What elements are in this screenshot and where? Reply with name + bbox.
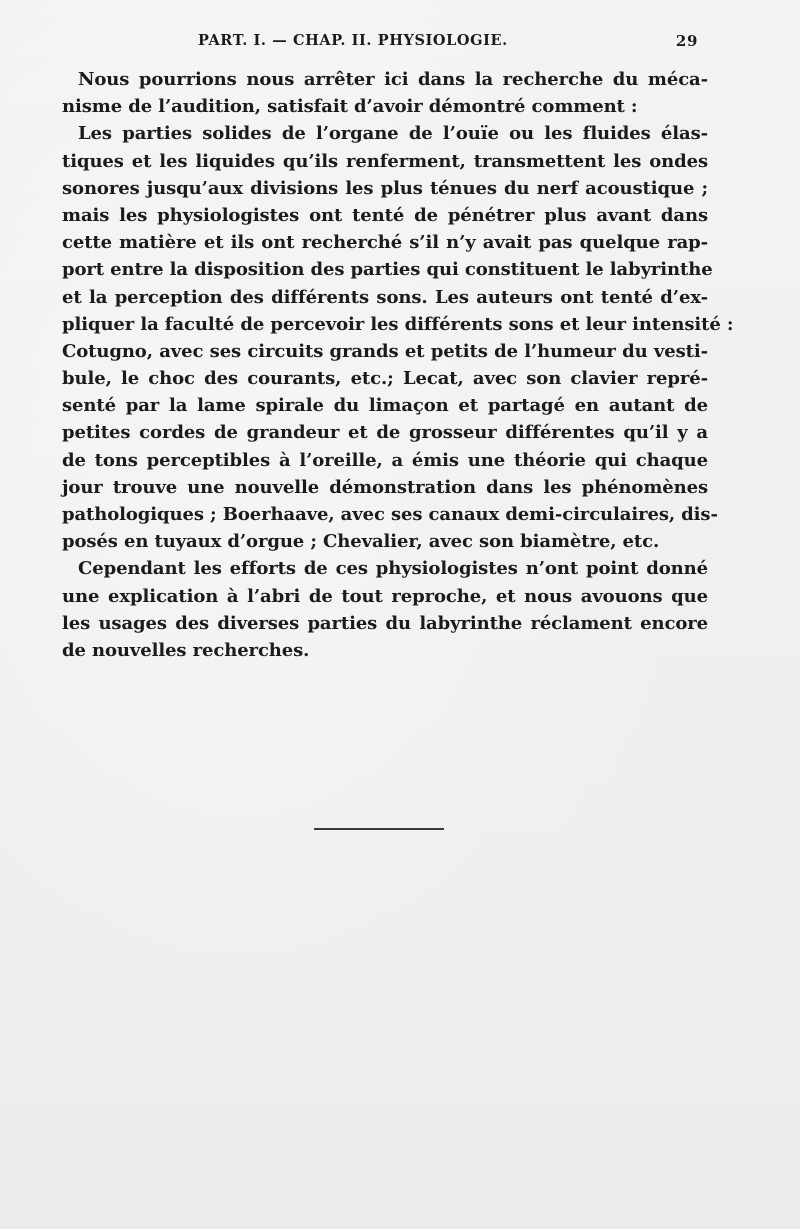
text-line: cette matière et ils ont recherché s’il n’y avait pas quelque rap- [62, 232, 708, 254]
body-text [62, 66, 734, 664]
text-line: sonores jusqu’aux divisions les plus ténues du nerf acoustique ; [62, 177, 708, 199]
text-line: Les parties solides de l’organe de l’ouïe ou les fluides élas- [78, 123, 708, 145]
text-line: bule, le choc des courants, etc.; Lecat, avec son clavier repré- [62, 368, 708, 390]
text-line: et la perception des différents sons. Les auteurs ont tenté d’ex- [62, 286, 708, 308]
text-line: petites cordes de grandeur et de grosseur différentes qu’il y a [62, 422, 708, 444]
text-line: port entre la disposition des parties qui constituent le labyrinthe [62, 259, 713, 281]
text-line: posés en tuyaux d’orgue ; Chevalier, avec son biamètre, etc. [62, 531, 660, 553]
page-header [198, 32, 698, 54]
text-line: de nouvelles recherches. [62, 639, 310, 661]
text-line: pathologiques ; Boerhaave, avec ses canaux demi-circulaires, dis- [62, 504, 718, 525]
text-line: les usages des diverses parties du labyrinthe réclament encore [62, 612, 708, 634]
text-line: pliquer la faculté de percevoir les différents sons et leur intensité : [62, 313, 734, 335]
text-line: de tons perceptibles à l’oreille, a émis une théorie qui chaque [62, 449, 708, 471]
text-line: jour trouve une nouvelle démonstration dans les phénomènes [62, 476, 708, 498]
text-line: senté par la lame spirale du limaçon et partagé en autant de [62, 395, 708, 417]
text-line: Cependant les efforts de ces physiologistes n’ont point donné [78, 558, 708, 580]
section-divider-rule [314, 828, 444, 830]
text-line: Nous pourrions nous arrêter ici dans la recherche du méca- [78, 69, 708, 90]
text-line: une explication à l’abri de tout reproche, et nous avouons que [62, 585, 708, 607]
text-line: Cotugno, avec ses circuits grands et petits de l’humeur du vesti- [62, 340, 708, 362]
text-line: mais les physiologistes ont tenté de pénétrer plus avant dans [62, 204, 708, 226]
text-line: nisme de l’audition, satisfait d’avoir démontré comment : [62, 96, 638, 118]
running-title: PART. I. — CHAP. II. PHYSIOLOGIE. [198, 32, 508, 49]
page-number: 29 [675, 32, 698, 50]
text-line: tiques et les liquides qu’ils renferment, transmettent les ondes [62, 150, 708, 172]
